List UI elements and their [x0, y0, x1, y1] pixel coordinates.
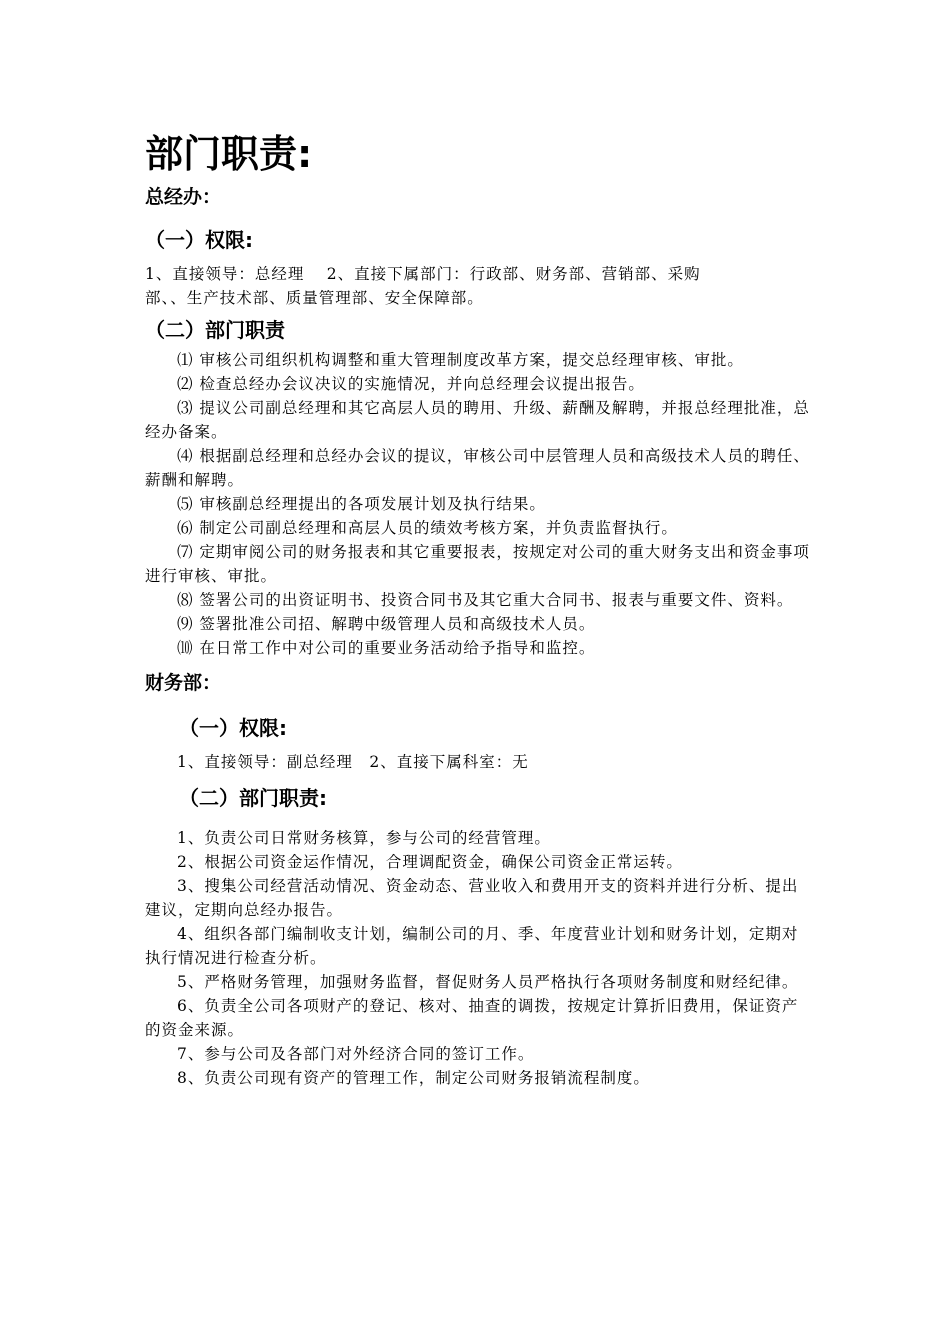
duty-item: ⑻ 签署公司的出资证明书、投资合同书及其它重大合同书、报表与重要文件、资料。 [177, 591, 794, 609]
duty-item: 4、组织各部门编制收支计划，编制公司的月、季、年度营业计划和财务计划，定期对执行情况进行检查分析。 [145, 925, 799, 967]
duty-item: ⑽ 在日常工作中对公司的重要业务活动给予指导和监控。 [177, 639, 596, 657]
duty-item: ⑴ 审核公司组织机构调整和重大管理制度改革方案，提交总经理审核、审批。 [177, 351, 744, 369]
duties-list [145, 348, 810, 660]
duty-item: 5、严格财务管理，加强财务监督，督促财务人员严格执行各项财务制度和财经纪律。 [177, 973, 799, 991]
duty-item: ⑵ 检查总经办会议决议的实施情况，并向总经理会议提出报告。 [177, 375, 645, 393]
authority-heading: （一）权限: [145, 228, 253, 252]
duty-item: 2、根据公司资金运作情况，合理调配资金，确保公司资金正常运转。 [177, 853, 683, 871]
authority-heading: （一）权限: [179, 716, 287, 740]
duties-list [145, 826, 810, 1090]
duty-item: ⑼ 签署批准公司招、解聘中级管理人员和高级技术人员。 [177, 615, 596, 633]
duty-item: 8、负责公司现有资产的管理工作，制定公司财务报销流程制度。 [177, 1069, 650, 1087]
authority-line: 1、直接领导：总经理 2、直接下属部门：行政部、财务部、营销部、采购 [145, 265, 701, 283]
authority-line: 部、、生产技术部、质量管理部、安全保障部。 [145, 289, 484, 307]
document-page [145, 128, 810, 1090]
duty-item: 1、负责公司日常财务核算，参与公司的经营管理。 [177, 829, 551, 847]
duty-item: 3、搜集公司经营活动情况、资金动态、营业收入和费用开支的资料并进行分析、提出建议，定期向总经办报告。 [145, 877, 799, 919]
duty-item: ⑶ 提议公司副总经理和其它高层人员的聘用、升级、薪酬及解聘，并报总经理批准，总经办备案。 [145, 399, 810, 441]
duty-item: ⑹ 制定公司副总经理和高层人员的绩效考核方案，并负责监督执行。 [177, 519, 678, 537]
duties-heading: （二）部门职责 [145, 318, 285, 342]
duty-item: 7、参与公司及各部门对外经济合同的签订工作。 [177, 1045, 535, 1063]
duties-heading: （二）部门职责: [179, 786, 327, 810]
duty-item: ⑸ 审核副总经理提出的各项发展计划及执行结果。 [177, 495, 546, 513]
duty-item: ⑺ 定期审阅公司的财务报表和其它重要报表，按规定对公司的重大财务支出和资金事项进行审核、审批。 [145, 543, 810, 585]
dept-heading-general-office: 总经办： [145, 186, 222, 208]
duty-item: 6、负责全公司各项财产的登记、核对、抽查的调拨，按规定计算折旧费用，保证资产的资金来源。 [145, 997, 799, 1039]
duty-item: ⑷ 根据副总经理和总经办会议的提议，审核公司中层管理人员和高级技术人员的聘任、薪酬和解聘。 [145, 447, 810, 489]
dept-heading-finance: 财务部： [145, 672, 222, 694]
authority-line: 1、直接领导：副总经理 2、直接下属科室：无 [177, 753, 529, 771]
document-title: 部门职责: [145, 132, 313, 176]
